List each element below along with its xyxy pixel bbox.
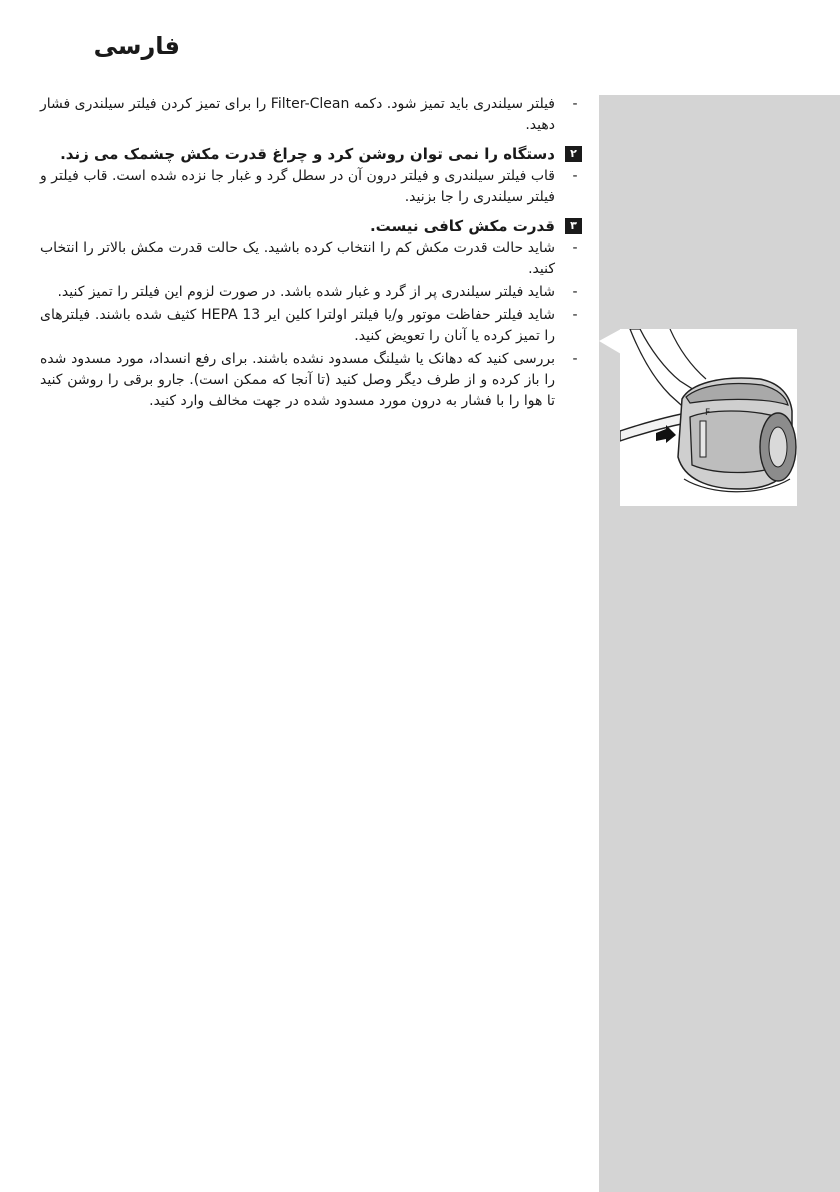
dash-bullet: - bbox=[572, 96, 578, 112]
list-item bbox=[40, 94, 582, 136]
vacuum-cleaner-hose-illustration bbox=[620, 329, 797, 506]
list-item bbox=[40, 166, 582, 208]
page-title: فارسی bbox=[93, 32, 180, 60]
section-number-badge: ۳ bbox=[565, 218, 582, 234]
item-text: شاید فیلتر حفاظت موتور و/یا فیلتر اولترا کلین ایر HEPA 13 کثیف شده باشند. فیلترهای را تمیز کرده یا آنان را تعویض کنید. bbox=[40, 307, 555, 344]
dash-bullet: - bbox=[572, 284, 578, 300]
item-text: شاید حالت قدرت مکش کم را انتخاب کرده باشید. یک حالت قدرت مکش بالاتر را انتخاب کنید. bbox=[40, 240, 555, 277]
troubleshooting-content bbox=[40, 94, 582, 414]
section-heading bbox=[40, 215, 582, 237]
list-item bbox=[40, 238, 582, 280]
list-item bbox=[40, 305, 582, 347]
dash-bullet: - bbox=[572, 307, 578, 323]
list-item bbox=[40, 349, 582, 412]
dash-bullet: - bbox=[572, 168, 578, 184]
item-text: فیلتر سیلندری باید تمیز شود. دکمه Filter-Clean را برای تمیز کردن فیلتر سیلندری فشار دهید. bbox=[40, 96, 556, 133]
section-number-badge: ۲ bbox=[565, 146, 582, 162]
item-text: قاب فیلتر سیلندری و فیلتر درون آن در سطل گرد و غبار جا نزده شده است. قاب فیلتر و فیلتر سیلندری را جا بزنید. bbox=[40, 168, 555, 205]
item-text: بررسی کنید که دهانک یا شیلنگ مسدود نشده باشند. برای رفع انسداد، مورد مسدود شده را باز کرده و از طرف دیگر وصل کنید (تا آنجا که ممکن است). جارو برقی را روشن کنید تا هوا را با فشار به درون مورد مسدود شده در جهت مخالف وارد کنید. bbox=[40, 351, 555, 409]
section-heading-text: دستگاه را نمی توان روشن کرد و چراغ قدرت مکش چشمک می زند. bbox=[60, 145, 555, 163]
callout-pointer-icon bbox=[599, 329, 621, 354]
sidebar-panel bbox=[599, 95, 840, 1192]
vacuum-illustration-icon bbox=[620, 329, 797, 506]
section-heading bbox=[40, 143, 582, 165]
list-item bbox=[40, 282, 582, 303]
svg-text:F: F bbox=[705, 408, 711, 418]
dash-bullet: - bbox=[572, 351, 578, 367]
item-text: شاید فیلتر سیلندری پر از گرد و غبار شده باشد. در صورت لزوم این فیلتر را تمیز کنید. bbox=[57, 284, 555, 300]
dash-bullet: - bbox=[572, 240, 578, 256]
section-heading-text: قدرت مکش کافی نیست. bbox=[369, 217, 555, 235]
